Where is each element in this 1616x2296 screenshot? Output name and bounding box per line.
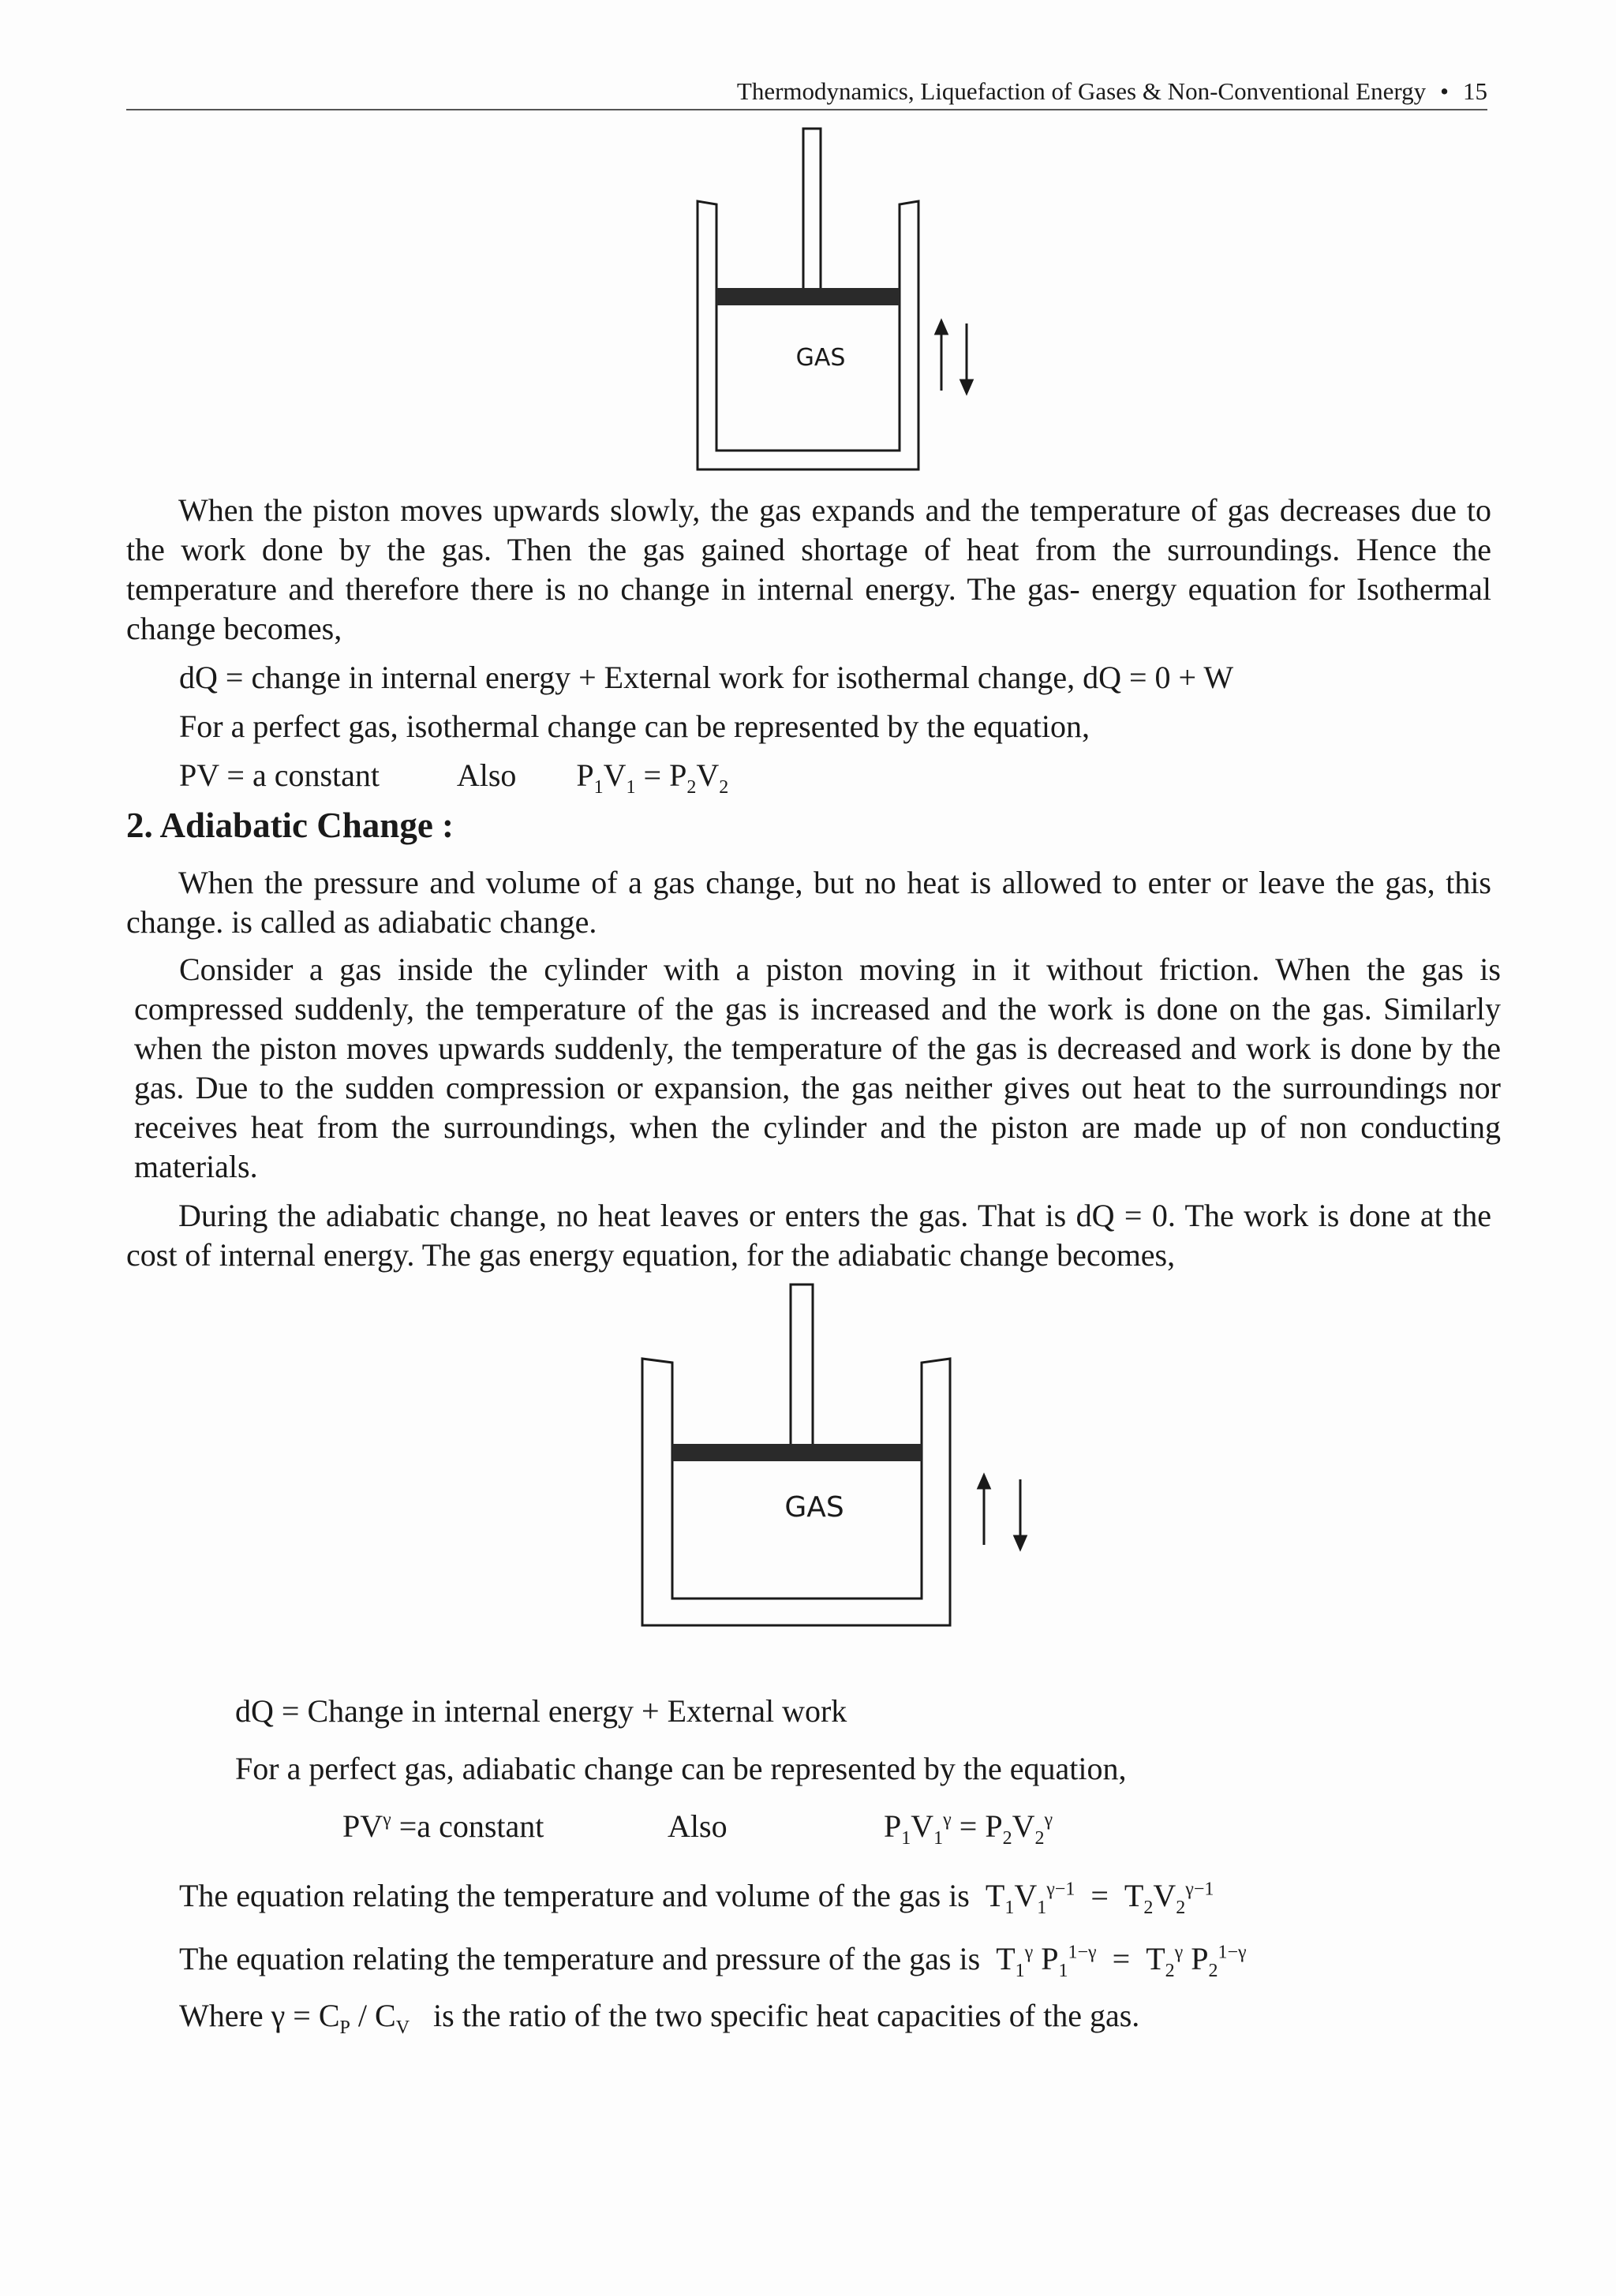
adiabatic-heading: 2. Adiabatic Change :	[126, 806, 454, 845]
piston-cylinder-figure-1	[679, 122, 994, 477]
isothermal-energy-equation: dQ = change in internal energy + External work for isothermal change, dQ = 0 + W	[179, 660, 1234, 695]
t1p1-equals-t2p2: $T_1^\gamma$ $P_1^{1-\gamma} = T_2^\gamma$ $P_2^{1-\gamma}$	[996, 1941, 1247, 1981]
isothermal-paragraph: When the piston moves upwards slowly, the gas expands and the temperature of gas decreases due to the work done by the gas. Then the gas gained shortage of heat from the surroundings. Hence the temperature and therefore there is no change in internal energy. The gas- energy equation for Isothermal change becomes,	[126, 492, 1491, 646]
also-word: Also	[456, 757, 517, 793]
adiabatic-during-paragraph: During the adiabatic change, no heat leaves or enters the gas. That is dQ = 0. The work is done at the cost of internal energy. The gas energy equation, for the adiabatic change becomes,	[126, 1198, 1491, 1273]
t1v1-equals-t2v2: $T_1V_1^{\gamma-1} = T_2V_2^{\gamma-1}$	[985, 1878, 1214, 1918]
gas-label: GAS	[784, 1491, 844, 1524]
temperature-pressure-text: The equation relating the temperature and pressure of the gas is	[179, 1941, 981, 1976]
temperature-pressure-relation	[179, 1939, 1247, 1979]
also-word-2: Also	[668, 1808, 728, 1844]
piston-head	[716, 288, 900, 305]
piston-rod	[791, 1284, 813, 1452]
piston-cylinder-figure-2	[623, 1278, 1049, 1633]
page-number: 15	[1463, 77, 1487, 105]
gamma-definition: Where $\gamma = C_P / C_V$ is the ratio of the two specific heat capacities of the gas.	[179, 1998, 1140, 2038]
adiabatic-definition: When the pressure and volume of a gas change, but no heat is allowed to enter or leave the gas, this change. is called as adiabatic change.	[126, 865, 1491, 940]
gas-label: GAS	[795, 344, 846, 372]
temperature-volume-relation	[179, 1876, 1214, 1916]
header-bullet: •	[1440, 77, 1449, 105]
isothermal-pv-equation-line	[179, 756, 729, 798]
up-down-arrows-icon	[978, 1475, 1026, 1549]
pv-gamma-constant: $PV^\gamma =a$ constant	[342, 1808, 544, 1844]
running-header	[126, 76, 1487, 110]
cylinder-wall	[698, 201, 918, 469]
pv-constant: PV = a constant	[179, 757, 380, 793]
gamma-ratio: $\gamma = C_P / C_V$	[271, 1998, 410, 2038]
p1v1-equals-p2v2: $P_1V_1 = P_2V_2$	[576, 757, 729, 798]
up-down-arrows-icon	[936, 321, 972, 393]
piston-head	[672, 1444, 922, 1461]
piston-rod	[803, 129, 821, 294]
isothermal-perfect-gas-line: For a perfect gas, isothermal change can be represented by the equation,	[179, 709, 1090, 744]
p1v1-gamma-equals-p2v2-gamma: $P_1V_1^\gamma = P_2V_2^\gamma$	[884, 1808, 1053, 1849]
adiabatic-perfect-gas-line: For a perfect gas, adiabatic change can be represented by the equation,	[235, 1751, 1127, 1786]
running-title: Thermodynamics, Liquefaction of Gases & Non-Conventional Energy	[736, 77, 1427, 105]
temperature-volume-text: The equation relating the temperature and volume of the gas is	[179, 1878, 970, 1913]
adiabatic-consider-paragraph: Consider a gas inside the cylinder with a piston moving in it without friction. When the gas is compressed suddenly, the temperature of the gas is increased and the work is done on the gas. Similarly when the piston moves upwards suddenly, the temperature of the gas is decreased and work is done by the gas. Due to the sudden compression or expansion, the gas neither gives out heat to the surroundings nor receives heat from the surroundings, when the cylinder and the piston are made up of non conducting materials.	[134, 952, 1501, 1184]
adiabatic-energy-equation: dQ = Change in internal energy + External work	[235, 1693, 847, 1729]
